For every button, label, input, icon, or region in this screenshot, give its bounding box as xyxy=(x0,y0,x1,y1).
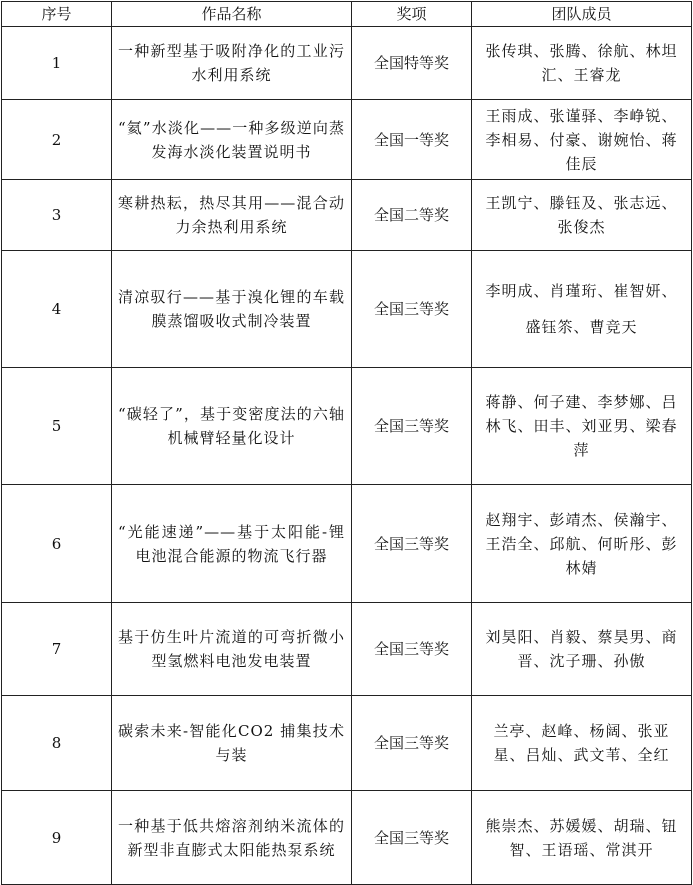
table-row xyxy=(2,791,692,885)
header-team-members: 团队成员 xyxy=(472,2,692,27)
work-name: “氦”水淡化——一种多级逆向蒸发海水淡化装置说明书 xyxy=(112,100,352,180)
table-row xyxy=(2,100,692,180)
row-number: 1 xyxy=(2,27,112,100)
table-row xyxy=(2,696,692,791)
table-row xyxy=(2,27,692,100)
team-members: 李明成、肖瑾珩、崔智妍、盛钰䇣、曹竞天 xyxy=(472,251,692,368)
team-members: 王雨成、张谨驿、李峥锐、李相易、付豪、谢婉怡、蒋佳辰 xyxy=(472,100,692,180)
work-name: “光能速递”——基于太阳能-锂电池混合能源的物流飞行器 xyxy=(112,485,352,603)
award: 全国特等奖 xyxy=(352,27,472,100)
team-members: 王凯宁、滕钰及、张志远、张俊杰 xyxy=(472,180,692,251)
row-number: 5 xyxy=(2,368,112,485)
team-members: 熊崇杰、苏媛媛、胡瑞、钮智、王语瑶、常淇开 xyxy=(472,791,692,885)
team-members: 刘昊阳、肖毅、蔡昊男、商晋、沈子珊、孙傲 xyxy=(472,603,692,696)
award: 全国三等奖 xyxy=(352,791,472,885)
header-work-name: 作品名称 xyxy=(112,2,352,27)
work-name: “碳轻了”，基于变密度法的六轴机械臂轻量化设计 xyxy=(112,368,352,485)
award: 全国二等奖 xyxy=(352,180,472,251)
team-members: 蒋静、何子建、李梦娜、吕林飞、田丰、刘亚男、梁春萍 xyxy=(472,368,692,485)
table-row xyxy=(2,251,692,368)
header-row xyxy=(2,2,692,27)
work-name: 碳索未来-智能化CO2 捕集技术与装 xyxy=(112,696,352,791)
header-award: 奖项 xyxy=(352,2,472,27)
awards-table xyxy=(1,1,692,885)
work-name: 寒耕热耘，热尽其用——混合动力余热利用系统 xyxy=(112,180,352,251)
award: 全国三等奖 xyxy=(352,368,472,485)
award: 全国三等奖 xyxy=(352,485,472,603)
team-members: 张传琪、张腾、徐航、林坦汇、王睿龙 xyxy=(472,27,692,100)
row-number: 9 xyxy=(2,791,112,885)
row-number: 3 xyxy=(2,180,112,251)
row-number: 8 xyxy=(2,696,112,791)
work-name: 一种新型基于吸附净化的工业污水利用系统 xyxy=(112,27,352,100)
row-number: 4 xyxy=(2,251,112,368)
row-number: 2 xyxy=(2,100,112,180)
row-number: 7 xyxy=(2,603,112,696)
team-members: 兰亭、赵峰、杨阔、张亚星、吕灿、武文苇、全红 xyxy=(472,696,692,791)
award: 全国三等奖 xyxy=(352,696,472,791)
table-row xyxy=(2,180,692,251)
work-name: 一种基于低共熔溶剂纳米流体的新型非直膨式太阳能热泵系统 xyxy=(112,791,352,885)
table-row xyxy=(2,368,692,485)
row-number: 6 xyxy=(2,485,112,603)
award: 全国三等奖 xyxy=(352,603,472,696)
table-row xyxy=(2,485,692,603)
work-name: 清凉驭行——基于溴化锂的车载膜蒸馏吸收式制冷装置 xyxy=(112,251,352,368)
header-number: 序号 xyxy=(2,2,112,27)
team-members: 赵翔宇、彭靖杰、侯瀚宇、王浩全、邱航、何昕彤、彭林婧 xyxy=(472,485,692,603)
work-name: 基于仿生叶片流道的可弯折微小型氢燃料电池发电装置 xyxy=(112,603,352,696)
table-row xyxy=(2,603,692,696)
award: 全国一等奖 xyxy=(352,100,472,180)
award: 全国三等奖 xyxy=(352,251,472,368)
